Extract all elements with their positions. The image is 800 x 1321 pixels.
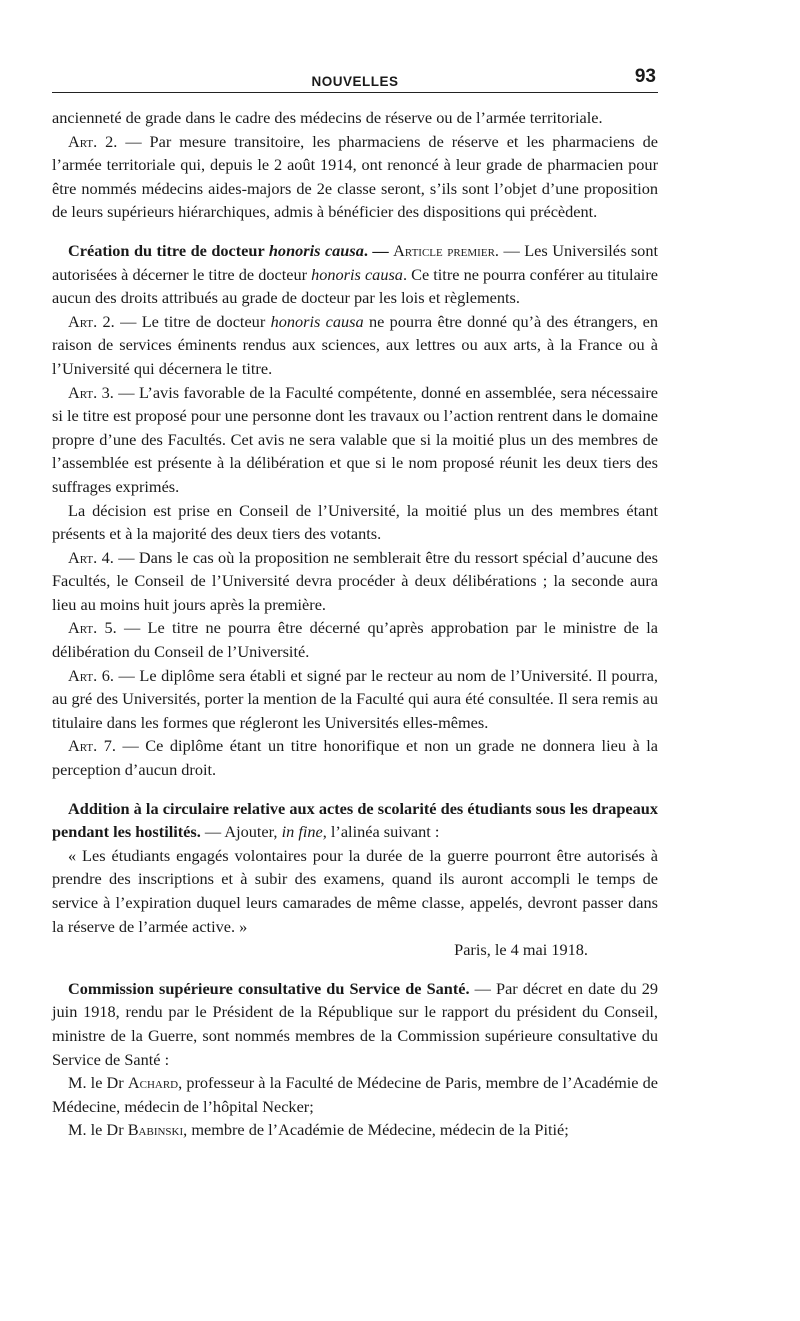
section-circulaire <box>52 797 658 844</box>
article-text: — L’avis favorable de la Faculté compétente, donné en assemblée, sera nécessaire si le titre est proposé pour une personne dont les travaux ou l’action rentrent dans le domaine propre d’une des Facultés. Cet avis ne sera valable que si la moitié plus un des membres de l’assemblée est présente à la délibération et que si le nom proposé réunit les deux tiers des suffrages exprimés. <box>52 382 658 496</box>
article-italic: honoris causa <box>311 264 403 284</box>
article-text: . Ce titre ne pourra conférer au titulaire aucun des droits attribués au grade de docteur par les lois et règlements. <box>52 264 658 308</box>
quoted-paragraph: « Les étudiants engagés volontaires pour la durée de la guerre pourront être autorisés à prendre des inscriptions et à subir des examens, quand ils auront accompli le temps de service à l’expiration duquel leurs camarades de même classe, appelés, devront passer dans la réserve de l’armée active. » <box>52 845 658 936</box>
page-number: 93 <box>634 66 656 87</box>
article-6 <box>52 664 658 735</box>
decision-paragraph: La décision est prise en Conseil de l’Université, la moitié plus un des membres étant présents et à la majorité des deux tiers des votants. <box>52 500 658 544</box>
section-title-end: . — <box>363 240 394 260</box>
member-prefix: M. le Dr <box>68 1120 128 1140</box>
document-page <box>52 60 658 1142</box>
article-label: Art. 4. <box>68 547 114 567</box>
section-title-italic: honoris causa <box>268 240 364 260</box>
article-italic: honoris causa <box>270 311 364 331</box>
article-text: — Le diplôme sera établi et signé par le recteur au nom de l’Université. Il pourra, au gré des Universités, porter la mention de la Faculté qui aura été consultée. Il sera remis au titulaire dans les formes que régleront les Universités elles-mêmes. <box>52 665 658 732</box>
date-signoff: Paris, le 4 mai 1918. <box>454 940 588 960</box>
section-title: Addition à la circulaire relative aux actes de scolarité des étudiants sous les drapeaux pendant les hostilités. <box>52 798 658 842</box>
article-7 <box>52 734 658 781</box>
section-commission <box>52 977 658 1071</box>
section-title: Création du titre de docteur <box>68 240 269 260</box>
article-4 <box>52 546 658 617</box>
section-honoris-causa <box>52 239 658 310</box>
member-babinski <box>52 1118 658 1142</box>
article-text: ne pourra être donné qu’à des étrangers, en raison de services éminents rendus aux sciences, aux lettres ou aux arts, à la France ou à l’Université qui décernera le titre. <box>52 311 658 378</box>
section-intro: — Par décret en date du 29 juin 1918, rendu par le Président de la République sur le rapport du président du Conseil, ministre de la Guerre, sont nommés membres de la Commission supérieure consultative du Service de Santé : <box>52 978 658 1069</box>
article-text: — Dans le cas où la proposition ne semblerait être du ressort spécial d’aucune des Facultés, le Conseil de l’Université devra procéder à deux délibérations ; la seconde aura lieu au moins huit jours après la première. <box>52 547 658 614</box>
section-intro: — Ajouter, <box>200 822 282 842</box>
member-name: Babinski <box>127 1120 184 1140</box>
article-5 <box>52 616 658 663</box>
article-text: — Par mesure transitoire, les pharmaciens de réserve et les pharmaciens de l’armée territoriale qui, depuis le 2 août 1914, ont renoncé à leur grade de pharmacien pour être nommés médecins aides-majors de 2e classe seront, s’ils sont l’objet d’une proposition de leurs supérieurs hiérarchiques, admis à bénéficier des dispositions qui précèdent. <box>52 131 658 222</box>
section-intro-end: , l’alinéa suivant : <box>322 822 440 842</box>
article-text: — Ce diplôme étant un titre honorifique et non un grade ne donnera lieu à la perception d’aucun droit. <box>52 736 658 780</box>
article-text: — Les Universilés sont autorisées à décerner le titre de docteur <box>52 240 658 284</box>
section-intro-italic: in fine <box>281 822 323 842</box>
article-label: Art. 2. <box>68 311 115 331</box>
article-2-transitional <box>52 130 658 224</box>
article-label: Art. 2. <box>68 131 118 151</box>
section-title: Commission supérieure consultative du Service de Santé. <box>68 978 470 998</box>
page-header <box>52 60 658 93</box>
running-title: NOUVELLES <box>311 74 399 89</box>
continued-paragraph: ancienneté de grade dans le cadre des médecins de réserve ou de l’armée territoriale. <box>52 108 603 127</box>
member-prefix: M. le Dr <box>68 1073 128 1093</box>
article-label: Art. 6. <box>68 665 114 685</box>
article-text: — Le titre de docteur <box>114 311 271 331</box>
article-label: Art. 3. <box>68 382 114 402</box>
member-achard <box>52 1071 658 1118</box>
article-text: — Le titre ne pourra être décerné qu’après approbation par le ministre de la délibération du Conseil de l’Université. <box>52 618 658 662</box>
article-3 <box>52 381 658 499</box>
article-label: Article premier. <box>393 240 499 260</box>
article-2 <box>52 310 658 381</box>
member-text: , membre de l’Académie de Médecine, médecin de la Pitié; <box>183 1120 569 1140</box>
article-label: Art. 5. <box>68 618 117 638</box>
member-name: Achard <box>127 1073 179 1093</box>
article-label: Art. 7. <box>68 736 116 756</box>
member-text: , professeur à la Faculté de Médecine de Paris, membre de l’Académie de Médecine, médecin de l’hôpital Necker; <box>52 1073 658 1116</box>
